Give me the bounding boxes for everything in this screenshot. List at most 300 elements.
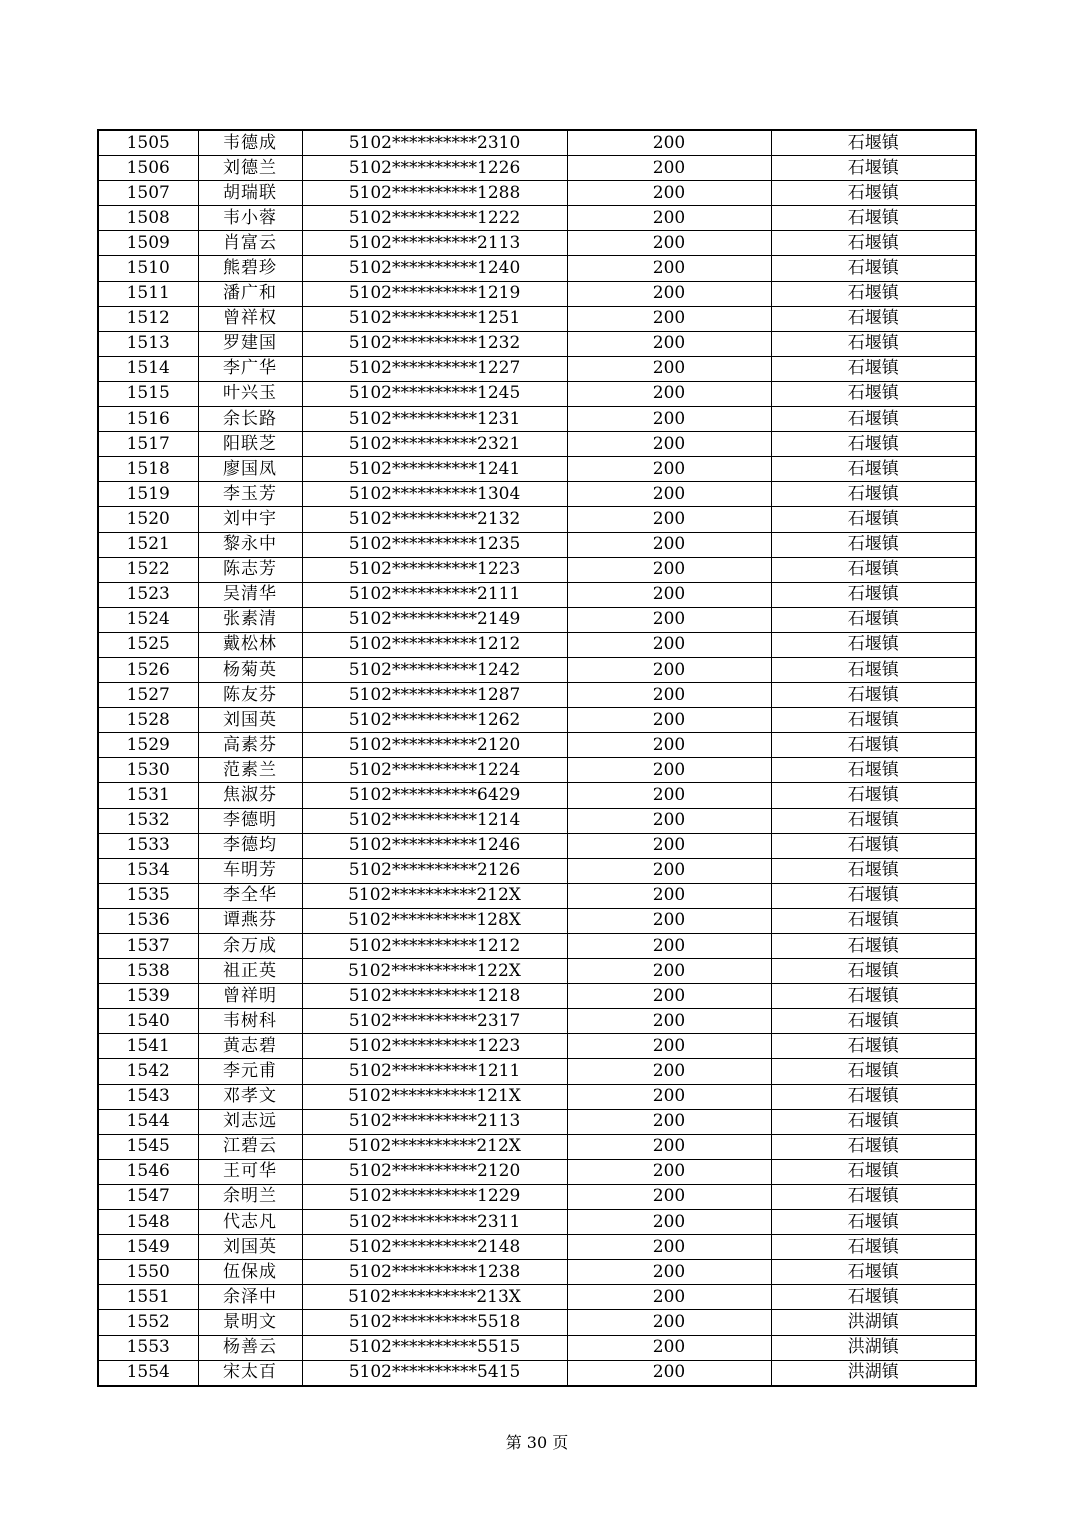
cell-town: 石堰镇: [771, 281, 976, 306]
roster-table-body: [98, 130, 976, 1386]
cell-town: 石堰镇: [771, 632, 976, 657]
cell-name: 刘德兰: [198, 156, 302, 181]
cell-town: 石堰镇: [771, 1034, 976, 1059]
cell-name: 阳联芝: [198, 432, 302, 457]
table-row: [98, 130, 976, 156]
cell-serial-number: 1515: [98, 381, 198, 406]
table-row: [98, 256, 976, 281]
table-row: [98, 1109, 976, 1134]
cell-serial-number: 1554: [98, 1360, 198, 1386]
table-row: [98, 1084, 976, 1109]
cell-name: 曾祥权: [198, 306, 302, 331]
cell-serial-number: 1529: [98, 733, 198, 758]
cell-town: 石堰镇: [771, 356, 976, 381]
cell-id-number: 5102**********1223: [302, 557, 567, 582]
cell-name: 熊碧珍: [198, 256, 302, 281]
cell-name: 黄志碧: [198, 1034, 302, 1059]
cell-town: 石堰镇: [771, 1285, 976, 1310]
table-row: [98, 231, 976, 256]
cell-serial-number: 1526: [98, 657, 198, 682]
table-row: [98, 1310, 976, 1335]
cell-id-number: 5102**********1232: [302, 331, 567, 356]
cell-id-number: 5102**********1304: [302, 482, 567, 507]
cell-town: 石堰镇: [771, 1084, 976, 1109]
cell-name: 杨菊英: [198, 657, 302, 682]
table-row: [98, 934, 976, 959]
cell-serial-number: 1532: [98, 808, 198, 833]
cell-name: 宋太百: [198, 1360, 302, 1386]
cell-name: 张素清: [198, 607, 302, 632]
cell-serial-number: 1525: [98, 632, 198, 657]
cell-serial-number: 1513: [98, 331, 198, 356]
cell-serial-number: 1517: [98, 432, 198, 457]
cell-town: 洪湖镇: [771, 1360, 976, 1386]
cell-id-number: 5102**********2120: [302, 1159, 567, 1184]
cell-amount: 200: [567, 532, 771, 557]
cell-town: 石堰镇: [771, 1184, 976, 1209]
table-row: [98, 507, 976, 532]
cell-amount: 200: [567, 1184, 771, 1209]
cell-name: 王可华: [198, 1159, 302, 1184]
cell-name: 焦淑芬: [198, 783, 302, 808]
cell-name: 刘国英: [198, 708, 302, 733]
cell-amount: 200: [567, 1109, 771, 1134]
cell-amount: 200: [567, 557, 771, 582]
table-row: [98, 356, 976, 381]
cell-serial-number: 1505: [98, 130, 198, 156]
cell-name: 余万成: [198, 934, 302, 959]
cell-serial-number: 1506: [98, 156, 198, 181]
table-row: [98, 708, 976, 733]
cell-serial-number: 1524: [98, 607, 198, 632]
cell-id-number: 5102**********2321: [302, 432, 567, 457]
cell-town: 石堰镇: [771, 1059, 976, 1084]
cell-serial-number: 1518: [98, 457, 198, 482]
cell-serial-number: 1534: [98, 858, 198, 883]
cell-town: 石堰镇: [771, 1159, 976, 1184]
cell-amount: 200: [567, 1260, 771, 1285]
cell-id-number: 5102**********2317: [302, 1009, 567, 1034]
cell-amount: 200: [567, 984, 771, 1009]
cell-id-number: 5102**********1211: [302, 1059, 567, 1084]
cell-town: 石堰镇: [771, 758, 976, 783]
cell-amount: 200: [567, 833, 771, 858]
cell-id-number: 5102**********128X: [302, 908, 567, 933]
cell-town: 石堰镇: [771, 1210, 976, 1235]
cell-town: 石堰镇: [771, 206, 976, 231]
cell-id-number: 5102**********1224: [302, 758, 567, 783]
cell-amount: 200: [567, 883, 771, 908]
table-row: [98, 582, 976, 607]
cell-town: 石堰镇: [771, 808, 976, 833]
cell-amount: 200: [567, 407, 771, 432]
cell-id-number: 5102**********1212: [302, 632, 567, 657]
cell-name: 陈志芳: [198, 557, 302, 582]
cell-serial-number: 1507: [98, 181, 198, 206]
cell-serial-number: 1548: [98, 1210, 198, 1235]
cell-id-number: 5102**********1227: [302, 356, 567, 381]
cell-id-number: 5102**********1262: [302, 708, 567, 733]
cell-amount: 200: [567, 381, 771, 406]
cell-amount: 200: [567, 231, 771, 256]
cell-amount: 200: [567, 959, 771, 984]
cell-name: 邓孝文: [198, 1084, 302, 1109]
cell-name: 祖正英: [198, 959, 302, 984]
cell-town: 石堰镇: [771, 1009, 976, 1034]
cell-town: 石堰镇: [771, 557, 976, 582]
cell-town: 石堰镇: [771, 657, 976, 682]
cell-serial-number: 1540: [98, 1009, 198, 1034]
table-row: [98, 1159, 976, 1184]
cell-amount: 200: [567, 934, 771, 959]
cell-name: 代志凡: [198, 1210, 302, 1235]
cell-amount: 200: [567, 130, 771, 156]
table-row: [98, 432, 976, 457]
cell-id-number: 5102**********1214: [302, 808, 567, 833]
cell-name: 韦德成: [198, 130, 302, 156]
cell-id-number: 5102**********1288: [302, 181, 567, 206]
roster-table: [97, 129, 977, 1387]
cell-amount: 200: [567, 156, 771, 181]
cell-amount: 200: [567, 1210, 771, 1235]
table-row: [98, 908, 976, 933]
cell-name: 杨善云: [198, 1335, 302, 1360]
cell-amount: 200: [567, 1034, 771, 1059]
table-row: [98, 1260, 976, 1285]
cell-serial-number: 1522: [98, 557, 198, 582]
cell-id-number: 5102**********5518: [302, 1310, 567, 1335]
cell-amount: 200: [567, 783, 771, 808]
cell-town: 石堰镇: [771, 331, 976, 356]
cell-id-number: 5102**********5515: [302, 1335, 567, 1360]
cell-name: 余泽中: [198, 1285, 302, 1310]
cell-amount: 200: [567, 331, 771, 356]
cell-town: 石堰镇: [771, 231, 976, 256]
table-row: [98, 833, 976, 858]
cell-name: 伍保成: [198, 1260, 302, 1285]
cell-serial-number: 1536: [98, 908, 198, 933]
cell-name: 韦树科: [198, 1009, 302, 1034]
cell-name: 罗建国: [198, 331, 302, 356]
cell-name: 江碧云: [198, 1134, 302, 1159]
table-row: [98, 1134, 976, 1159]
cell-id-number: 5102**********2311: [302, 1210, 567, 1235]
cell-town: 石堰镇: [771, 783, 976, 808]
cell-serial-number: 1511: [98, 281, 198, 306]
cell-amount: 200: [567, 758, 771, 783]
table-row: [98, 858, 976, 883]
cell-town: 石堰镇: [771, 908, 976, 933]
cell-town: 石堰镇: [771, 156, 976, 181]
cell-id-number: 5102**********1251: [302, 306, 567, 331]
cell-id-number: 5102**********2113: [302, 231, 567, 256]
cell-name: 李德明: [198, 808, 302, 833]
table-row: [98, 808, 976, 833]
cell-serial-number: 1523: [98, 582, 198, 607]
cell-amount: 200: [567, 657, 771, 682]
cell-id-number: 5102**********1223: [302, 1034, 567, 1059]
cell-id-number: 5102**********1231: [302, 407, 567, 432]
cell-serial-number: 1538: [98, 959, 198, 984]
table-row: [98, 607, 976, 632]
cell-name: 刘国英: [198, 1235, 302, 1260]
table-row: [98, 1235, 976, 1260]
table-row: [98, 306, 976, 331]
table-row: [98, 381, 976, 406]
cell-amount: 200: [567, 858, 771, 883]
cell-amount: 200: [567, 683, 771, 708]
table-row: [98, 482, 976, 507]
cell-name: 胡瑞联: [198, 181, 302, 206]
cell-serial-number: 1510: [98, 256, 198, 281]
cell-amount: 200: [567, 1335, 771, 1360]
table-row: [98, 783, 976, 808]
table-row: [98, 557, 976, 582]
cell-town: 石堰镇: [771, 858, 976, 883]
cell-amount: 200: [567, 1159, 771, 1184]
cell-amount: 200: [567, 1310, 771, 1335]
cell-id-number: 5102**********1219: [302, 281, 567, 306]
cell-town: 石堰镇: [771, 407, 976, 432]
cell-serial-number: 1553: [98, 1335, 198, 1360]
cell-town: 石堰镇: [771, 532, 976, 557]
cell-town: 石堰镇: [771, 381, 976, 406]
cell-amount: 200: [567, 733, 771, 758]
cell-serial-number: 1519: [98, 482, 198, 507]
cell-town: 洪湖镇: [771, 1310, 976, 1335]
cell-serial-number: 1535: [98, 883, 198, 908]
cell-amount: 200: [567, 1235, 771, 1260]
cell-serial-number: 1552: [98, 1310, 198, 1335]
table-row: [98, 281, 976, 306]
table-row: [98, 1184, 976, 1209]
cell-id-number: 5102**********212X: [302, 1134, 567, 1159]
table-row: [98, 407, 976, 432]
cell-serial-number: 1533: [98, 833, 198, 858]
cell-town: 石堰镇: [771, 833, 976, 858]
cell-serial-number: 1508: [98, 206, 198, 231]
cell-amount: 200: [567, 306, 771, 331]
cell-serial-number: 1527: [98, 683, 198, 708]
table-row: [98, 959, 976, 984]
table-row: [98, 1034, 976, 1059]
cell-serial-number: 1541: [98, 1034, 198, 1059]
cell-name: 廖国凤: [198, 457, 302, 482]
cell-name: 潘广和: [198, 281, 302, 306]
cell-name: 刘中宇: [198, 507, 302, 532]
cell-id-number: 5102**********2113: [302, 1109, 567, 1134]
table-row: [98, 1059, 976, 1084]
cell-amount: 200: [567, 808, 771, 833]
cell-id-number: 5102**********2148: [302, 1235, 567, 1260]
cell-town: 石堰镇: [771, 1134, 976, 1159]
cell-amount: 200: [567, 432, 771, 457]
cell-id-number: 5102**********213X: [302, 1285, 567, 1310]
cell-serial-number: 1516: [98, 407, 198, 432]
cell-amount: 200: [567, 607, 771, 632]
cell-serial-number: 1530: [98, 758, 198, 783]
cell-id-number: 5102**********121X: [302, 1084, 567, 1109]
page-number: 第 30 页: [505, 1433, 569, 1452]
table-row: [98, 532, 976, 557]
cell-town: 洪湖镇: [771, 1335, 976, 1360]
cell-serial-number: 1528: [98, 708, 198, 733]
cell-serial-number: 1545: [98, 1134, 198, 1159]
cell-name: 李全华: [198, 883, 302, 908]
cell-town: 石堰镇: [771, 607, 976, 632]
cell-town: 石堰镇: [771, 181, 976, 206]
cell-name: 李德均: [198, 833, 302, 858]
cell-amount: 200: [567, 356, 771, 381]
cell-amount: 200: [567, 507, 771, 532]
cell-town: 石堰镇: [771, 1260, 976, 1285]
cell-serial-number: 1514: [98, 356, 198, 381]
cell-serial-number: 1539: [98, 984, 198, 1009]
table-row: [98, 657, 976, 682]
cell-name: 李广华: [198, 356, 302, 381]
table-row: [98, 683, 976, 708]
cell-id-number: 5102**********122X: [302, 959, 567, 984]
cell-town: 石堰镇: [771, 683, 976, 708]
cell-town: 石堰镇: [771, 1235, 976, 1260]
cell-amount: 200: [567, 206, 771, 231]
table-row: [98, 733, 976, 758]
cell-serial-number: 1543: [98, 1084, 198, 1109]
cell-town: 石堰镇: [771, 733, 976, 758]
cell-id-number: 5102**********1240: [302, 256, 567, 281]
table-row: [98, 1335, 976, 1360]
cell-id-number: 5102**********2111: [302, 582, 567, 607]
cell-id-number: 5102**********2120: [302, 733, 567, 758]
table-row: [98, 1285, 976, 1310]
cell-name: 李玉芳: [198, 482, 302, 507]
cell-id-number: 5102**********1246: [302, 833, 567, 858]
cell-amount: 200: [567, 1084, 771, 1109]
cell-name: 景明文: [198, 1310, 302, 1335]
cell-amount: 200: [567, 281, 771, 306]
table-row: [98, 632, 976, 657]
cell-id-number: 5102**********1287: [302, 683, 567, 708]
cell-name: 李元甫: [198, 1059, 302, 1084]
cell-town: 石堰镇: [771, 432, 976, 457]
cell-name: 戴松林: [198, 632, 302, 657]
cell-name: 黎永中: [198, 532, 302, 557]
cell-id-number: 5102**********2132: [302, 507, 567, 532]
table-row: [98, 984, 976, 1009]
cell-id-number: 5102**********2126: [302, 858, 567, 883]
cell-id-number: 5102**********1242: [302, 657, 567, 682]
table-row: [98, 1210, 976, 1235]
cell-id-number: 5102**********1212: [302, 934, 567, 959]
cell-amount: 200: [567, 1134, 771, 1159]
table-row: [98, 206, 976, 231]
cell-id-number: 5102**********1235: [302, 532, 567, 557]
cell-town: 石堰镇: [771, 306, 976, 331]
table-row: [98, 331, 976, 356]
cell-serial-number: 1551: [98, 1285, 198, 1310]
cell-town: 石堰镇: [771, 482, 976, 507]
cell-serial-number: 1542: [98, 1059, 198, 1084]
cell-town: 石堰镇: [771, 256, 976, 281]
cell-name: 刘志远: [198, 1109, 302, 1134]
cell-name: 吴清华: [198, 582, 302, 607]
cell-serial-number: 1550: [98, 1260, 198, 1285]
cell-amount: 200: [567, 1059, 771, 1084]
cell-serial-number: 1544: [98, 1109, 198, 1134]
cell-id-number: 5102**********2149: [302, 607, 567, 632]
table-row: [98, 883, 976, 908]
cell-id-number: 5102**********1229: [302, 1184, 567, 1209]
cell-serial-number: 1549: [98, 1235, 198, 1260]
cell-town: 石堰镇: [771, 582, 976, 607]
cell-amount: 200: [567, 482, 771, 507]
cell-name: 肖富云: [198, 231, 302, 256]
cell-name: 余明兰: [198, 1184, 302, 1209]
cell-serial-number: 1520: [98, 507, 198, 532]
cell-amount: 200: [567, 1360, 771, 1386]
cell-id-number: 5102**********6429: [302, 783, 567, 808]
cell-town: 石堰镇: [771, 883, 976, 908]
cell-name: 车明芳: [198, 858, 302, 883]
cell-town: 石堰镇: [771, 1109, 976, 1134]
table-row: [98, 156, 976, 181]
cell-name: 高素芬: [198, 733, 302, 758]
cell-name: 范素兰: [198, 758, 302, 783]
cell-serial-number: 1509: [98, 231, 198, 256]
cell-serial-number: 1531: [98, 783, 198, 808]
cell-amount: 200: [567, 582, 771, 607]
cell-serial-number: 1547: [98, 1184, 198, 1209]
cell-amount: 200: [567, 256, 771, 281]
cell-name: 曾祥明: [198, 984, 302, 1009]
cell-id-number: 5102**********1241: [302, 457, 567, 482]
cell-id-number: 5102**********5415: [302, 1360, 567, 1386]
cell-serial-number: 1512: [98, 306, 198, 331]
cell-name: 谭燕芬: [198, 908, 302, 933]
cell-id-number: 5102**********1238: [302, 1260, 567, 1285]
cell-serial-number: 1546: [98, 1159, 198, 1184]
table-row: [98, 181, 976, 206]
cell-id-number: 5102**********1226: [302, 156, 567, 181]
cell-amount: 200: [567, 1009, 771, 1034]
cell-town: 石堰镇: [771, 934, 976, 959]
cell-serial-number: 1521: [98, 532, 198, 557]
cell-amount: 200: [567, 632, 771, 657]
cell-town: 石堰镇: [771, 457, 976, 482]
cell-id-number: 5102**********1218: [302, 984, 567, 1009]
cell-amount: 200: [567, 1285, 771, 1310]
cell-amount: 200: [567, 181, 771, 206]
cell-amount: 200: [567, 708, 771, 733]
cell-name: 余长路: [198, 407, 302, 432]
cell-amount: 200: [567, 457, 771, 482]
cell-name: 韦小蓉: [198, 206, 302, 231]
table-row: [98, 1360, 976, 1386]
cell-town: 石堰镇: [771, 507, 976, 532]
cell-serial-number: 1537: [98, 934, 198, 959]
cell-town: 石堰镇: [771, 959, 976, 984]
cell-id-number: 5102**********2310: [302, 130, 567, 156]
cell-id-number: 5102**********1245: [302, 381, 567, 406]
cell-amount: 200: [567, 908, 771, 933]
table-row: [98, 457, 976, 482]
cell-name: 陈友芬: [198, 683, 302, 708]
cell-id-number: 5102**********212X: [302, 883, 567, 908]
cell-town: 石堰镇: [771, 708, 976, 733]
cell-name: 叶兴玉: [198, 381, 302, 406]
cell-id-number: 5102**********1222: [302, 206, 567, 231]
cell-town: 石堰镇: [771, 130, 976, 156]
